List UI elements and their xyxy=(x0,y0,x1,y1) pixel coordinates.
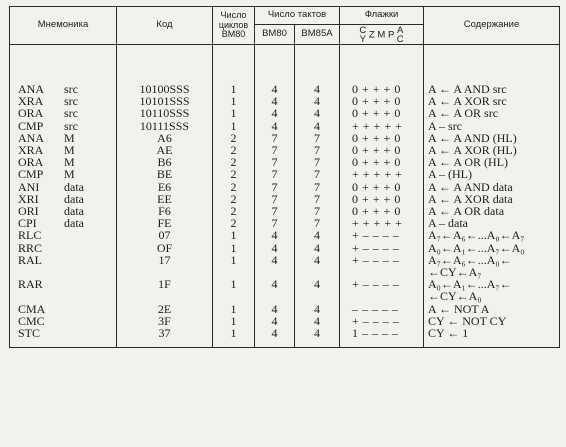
clocks-bm85a-cell: 4 xyxy=(295,254,340,278)
table-row xyxy=(10,156,560,168)
content-line: CY ← 1 xyxy=(428,326,469,341)
header-bm85a: ВМ85А xyxy=(295,25,340,45)
clocks-bm80-cell: 7 xyxy=(255,217,295,229)
flag-m-label: M xyxy=(377,29,386,41)
operand: M xyxy=(64,155,75,170)
clocks-bm85a-cell: 4 xyxy=(295,107,340,119)
clocks-bm80-cell: 7 xyxy=(255,168,295,180)
cycles-cell: 1 xyxy=(213,95,255,107)
opcode-mnemonic: STC xyxy=(18,326,41,341)
clocks-bm85a-cell: 4 xyxy=(295,95,340,107)
header-bm80: ВМ80 xyxy=(255,25,295,45)
operand: src xyxy=(64,106,78,121)
mnemonic-cell xyxy=(10,278,117,302)
code-cell: E6 xyxy=(117,181,213,193)
table-row xyxy=(10,168,560,180)
table-body xyxy=(10,45,560,348)
flags-cell: 0 + + + 0 xyxy=(340,193,424,205)
opcode-mnemonic: CPI xyxy=(18,216,37,231)
cycles-cell: 2 xyxy=(213,193,255,205)
code-cell: A6 xyxy=(117,132,213,144)
clocks-bm80-cell: 7 xyxy=(255,144,295,156)
header-flags: Флажки xyxy=(340,7,424,25)
clocks-bm80-cell: 7 xyxy=(255,156,295,168)
mnemonic-cell xyxy=(10,254,117,278)
code-cell: 37 xyxy=(117,327,213,348)
mnemonic-cell xyxy=(10,242,117,254)
cycles-cell: 1 xyxy=(213,327,255,348)
content-cell xyxy=(424,229,560,241)
content-cell xyxy=(424,242,560,254)
operand: data xyxy=(64,179,84,194)
table-row xyxy=(10,278,560,302)
clocks-bm85a-cell: 7 xyxy=(295,168,340,180)
flags-cell: 0 + + + 0 xyxy=(340,181,424,193)
table-row xyxy=(10,107,560,119)
mnemonic-cell xyxy=(10,229,117,241)
table-row xyxy=(10,45,560,96)
clocks-bm80-cell: 7 xyxy=(255,205,295,217)
clocks-bm85a-cell: 4 xyxy=(295,120,340,132)
cycles-cell: 2 xyxy=(213,205,255,217)
flag-p-label: P xyxy=(387,29,395,41)
clocks-bm85a-cell: 7 xyxy=(295,205,340,217)
table-row xyxy=(10,315,560,327)
clocks-bm85a-cell: 4 xyxy=(295,303,340,315)
mnemonic-cell xyxy=(10,327,117,348)
cycles-cell: 1 xyxy=(213,242,255,254)
clocks-bm80-cell: 4 xyxy=(255,242,295,254)
clocks-bm80-cell: 4 xyxy=(255,254,295,278)
header-cycles: Число циклов ВМ80 xyxy=(213,7,255,45)
header-mnemonic: Мнемоника xyxy=(10,7,117,45)
operand: src xyxy=(64,118,78,133)
opcode-mnemonic: ANI xyxy=(18,179,40,194)
cycles-cell: 2 xyxy=(213,181,255,193)
content-cell xyxy=(424,107,560,119)
clocks-bm80-cell: 4 xyxy=(255,45,295,96)
opcode-mnemonic: ANA xyxy=(18,130,44,145)
clocks-bm80-cell: 4 xyxy=(255,303,295,315)
flags-cell: 1 – – – – xyxy=(340,327,424,348)
content-line-continued: ←CY←A₀ xyxy=(428,289,482,304)
header-code: Код xyxy=(117,7,213,45)
clocks-bm85a-cell: 7 xyxy=(295,217,340,229)
cycles-cell: 1 xyxy=(213,303,255,315)
table-row xyxy=(10,327,560,348)
clocks-bm85a-cell: 7 xyxy=(295,193,340,205)
opcode-mnemonic: ORI xyxy=(18,204,39,219)
table-row xyxy=(10,181,560,193)
code-cell: 10111SSS xyxy=(117,120,213,132)
clocks-bm80-cell: 4 xyxy=(255,107,295,119)
clocks-bm85a-cell: 7 xyxy=(295,181,340,193)
flags-cell: 0 + + + 0 xyxy=(340,205,424,217)
operand: src xyxy=(64,94,78,109)
operand: M xyxy=(64,130,75,145)
flags-cell: + – – – – xyxy=(340,315,424,327)
cycles-cell: 1 xyxy=(213,254,255,278)
opcode-mnemonic: XRI xyxy=(18,191,39,206)
code-cell: 10101SSS xyxy=(117,95,213,107)
opcode-mnemonic: ANA xyxy=(18,82,44,96)
table-row xyxy=(10,205,560,217)
content-cell xyxy=(424,120,560,132)
opcode-mnemonic: XRA xyxy=(18,143,44,158)
clocks-bm80-cell: 7 xyxy=(255,193,295,205)
mnemonic-cell xyxy=(10,107,117,119)
code-cell: 2E xyxy=(117,303,213,315)
flag-z-label: Z xyxy=(368,29,375,41)
content-line: A ← A AND data xyxy=(428,179,513,194)
flags-cell: 0 + + + 0 xyxy=(340,132,424,144)
code-cell: B6 xyxy=(117,156,213,168)
content-line: A ← A XOR (HL) xyxy=(428,143,517,158)
flags-cell: 0 + + + 0 xyxy=(340,107,424,119)
clocks-bm85a-cell: 4 xyxy=(295,327,340,348)
cycles-cell: 1 xyxy=(213,229,255,241)
content-line: A₇←A₆←...A₀←A₇ xyxy=(428,228,525,243)
mnemonic-cell xyxy=(10,120,117,132)
flags-cell: 0 + + + 0 xyxy=(340,45,424,96)
table-row xyxy=(10,242,560,254)
opcode-mnemonic: CMP xyxy=(18,118,44,133)
header-flag-letters xyxy=(340,25,424,45)
content-line: A ← A OR data xyxy=(428,204,505,219)
code-cell: 1F xyxy=(117,278,213,302)
content-cell xyxy=(424,254,560,278)
cycles-cell: 1 xyxy=(213,315,255,327)
opcode-mnemonic: ORA xyxy=(18,106,44,121)
cycles-cell: 1 xyxy=(213,107,255,119)
operand: src xyxy=(64,82,78,96)
opcode-mnemonic: CMP xyxy=(18,167,44,182)
clocks-bm85a-cell: 4 xyxy=(295,242,340,254)
opcode-mnemonic: ORA xyxy=(18,155,44,170)
content-line: A – src xyxy=(428,118,463,133)
table-row xyxy=(10,254,560,278)
cycles-cell: 1 xyxy=(213,278,255,302)
operand: data xyxy=(64,216,84,231)
code-cell: FE xyxy=(117,217,213,229)
content-line: A₇←A₆←...A₀← xyxy=(428,252,512,267)
code-cell: EE xyxy=(117,193,213,205)
clocks-bm80-cell: 4 xyxy=(255,327,295,348)
code-cell: BE xyxy=(117,168,213,180)
clocks-bm80-cell: 7 xyxy=(255,132,295,144)
flag-cy-label: C Y xyxy=(359,24,367,45)
clocks-bm80-cell: 4 xyxy=(255,315,295,327)
content-cell xyxy=(424,327,560,348)
opcode-mnemonic: RLC xyxy=(18,228,42,243)
clocks-bm80-cell: 4 xyxy=(255,229,295,241)
content-line: A ← A OR src xyxy=(428,106,499,121)
operand: data xyxy=(64,204,84,219)
mnemonic-cell xyxy=(10,168,117,180)
flags-cell: – – – – – xyxy=(340,303,424,315)
content-line: A₀←A₁←...A₇←A₀ xyxy=(428,240,525,255)
opcode-mnemonic: RRC xyxy=(18,240,43,255)
flags-cell: + + + + + xyxy=(340,168,424,180)
flags-cell: 0 + + + 0 xyxy=(340,156,424,168)
clocks-bm85a-cell: 4 xyxy=(295,229,340,241)
content-cell xyxy=(424,278,560,302)
cycles-cell: 2 xyxy=(213,217,255,229)
content-line: A ← A XOR src xyxy=(428,94,507,109)
content-line: A ← A XOR data xyxy=(428,191,513,206)
flags-cell: + – – – – xyxy=(340,278,424,302)
header-clocks: Число тактов xyxy=(255,7,340,25)
clocks-bm85a-cell: 4 xyxy=(295,278,340,302)
clocks-bm85a-cell: 7 xyxy=(295,144,340,156)
clocks-bm80-cell: 4 xyxy=(255,278,295,302)
code-cell: OF xyxy=(117,242,213,254)
flags-cell: 0 + + + 0 xyxy=(340,95,424,107)
code-cell: 17 xyxy=(117,254,213,278)
flags-cell: 0 + + + 0 xyxy=(340,144,424,156)
content-line: A ← A AND src xyxy=(428,82,507,96)
opcode-mnemonic: RAL xyxy=(18,252,42,267)
opcode-mnemonic: CMC xyxy=(18,313,45,328)
code-cell: 3F xyxy=(117,315,213,327)
content-line: A – (HL) xyxy=(428,167,473,182)
content-line: A ← NOT A xyxy=(428,301,490,316)
header-content: Содержание xyxy=(424,7,560,45)
code-cell: 10110SSS xyxy=(117,107,213,119)
content-line-continued: ←CY←A₇ xyxy=(428,265,482,280)
operand: data xyxy=(64,191,84,206)
mnemonic-cell xyxy=(10,45,117,96)
content-line: A₀←A₁←...A₇← xyxy=(428,277,512,292)
code-cell: F6 xyxy=(117,205,213,217)
flag-ac-label: A C xyxy=(396,24,404,45)
cycles-cell: 2 xyxy=(213,132,255,144)
flags-cell: + – – – – xyxy=(340,242,424,254)
table-row xyxy=(10,229,560,241)
clocks-bm85a-cell: 4 xyxy=(295,315,340,327)
content-cell xyxy=(424,45,560,96)
opcode-mnemonic: XRA xyxy=(18,94,44,109)
content-line: CY ← NOT CY xyxy=(428,313,507,328)
cycles-cell: 2 xyxy=(213,168,255,180)
clocks-bm80-cell: 7 xyxy=(255,181,295,193)
table-header xyxy=(10,7,560,45)
clocks-bm80-cell: 4 xyxy=(255,95,295,107)
content-line: A – data xyxy=(428,216,469,231)
cycles-cell: 1 xyxy=(213,120,255,132)
content-cell xyxy=(424,168,560,180)
flags-cell: + – – – – xyxy=(340,229,424,241)
content-cell xyxy=(424,181,560,193)
clocks-bm85a-cell: 4 xyxy=(295,45,340,96)
mnemonic-cell xyxy=(10,181,117,193)
clocks-bm80-cell: 4 xyxy=(255,120,295,132)
code-cell: AE xyxy=(117,144,213,156)
content-line: A ← A AND (HL) xyxy=(428,130,517,145)
content-line: A ← A OR (HL) xyxy=(428,155,509,170)
clocks-bm85a-cell: 7 xyxy=(295,156,340,168)
table-row xyxy=(10,120,560,132)
instruction-table xyxy=(9,6,560,348)
cycles-cell: 1 xyxy=(213,45,255,96)
code-cell: 10100SSS xyxy=(117,45,213,96)
operand: M xyxy=(64,167,75,182)
opcode-mnemonic: RAR xyxy=(18,277,43,292)
cycles-cell: 2 xyxy=(213,156,255,168)
clocks-bm85a-cell: 7 xyxy=(295,132,340,144)
opcode-mnemonic: CMA xyxy=(18,301,46,316)
code-cell: 07 xyxy=(117,229,213,241)
flags-cell: + – – – – xyxy=(340,254,424,278)
flags-cell: + + + + + xyxy=(340,217,424,229)
cycles-cell: 2 xyxy=(213,144,255,156)
flags-cell: + + + + + xyxy=(340,120,424,132)
operand: M xyxy=(64,143,75,158)
